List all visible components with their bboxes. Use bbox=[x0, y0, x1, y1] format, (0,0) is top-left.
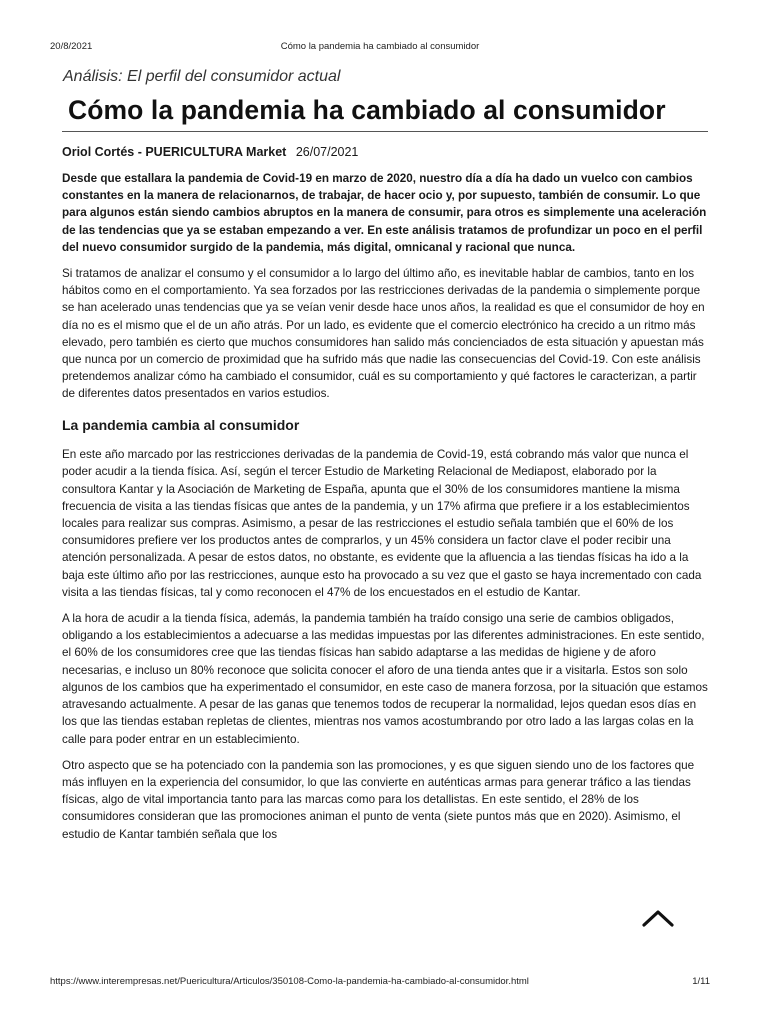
print-document-title: Cómo la pandemia ha cambiado al consumidor bbox=[280, 41, 480, 52]
article-date: 26/07/2021 bbox=[295, 145, 359, 159]
page-number: 1/11 bbox=[692, 976, 710, 987]
byline bbox=[62, 143, 710, 161]
section-title: La pandemia cambia al consumidor bbox=[62, 416, 300, 433]
article-paragraph-1: Si tratamos de analizar el consumo y el consumidor a lo largo del último año, es inevitable hablar de cambios, tanto en los hábitos como en el comportamiento. Ya sea forzados por las restricciones derivadas de la pandemia o simplemente porque se han acelerado unas tendencias que ya se veían venir desde hace unos años, la realidad es que el consumidor de hoy en día no es el mismo que el de un año atrás. Por un lado, es evidente que el comercio electrónico ha crecido a un ritmo más elevado, pero también es cierto que muchos consumidores han salido más concienciados de esta situación y apuestan más que nunca por un comercio de proximidad que ha sufrido más que nadie las consecuencias del Covid-19. Con este análisis pretendemos analizar cómo ha cambiado el consumidor, cuál es su comportamiento y qué factores le caracterizan, a partir de diferentes datos presentados en varios estudios. bbox=[62, 267, 705, 401]
article-paragraph-2: En este año marcado por las restricciones derivadas de la pandemia de Covid-19, está cobrando más valor que nunca el poder acudir a la tienda física. Así, según el tercer Estudio de Marketing Relacional de Mediapost, elaborado por la consultora Kantar y la Asociación de Marketing de España, apunta que el 30% de los consumidores mantiene la misma frecuencia de visita a las tiendas físicas que antes de la pandemia, y un 17% afirma que prefiere ir a los establecimientos locales para realizar sus compras. Asimismo, a pesar de las restricciones el estudio señala también que el 60% de los consumidores prefiere ver los productos antes de comprarlos, y un 45% considera un factor clave el poder recibir una atención personalizada. A pesar de estos datos, no obstante, es evidente que la afluencia a las tiendas físicas ha ido a la baja este último año por las restricciones, aunque esto ha provocado a su vez que el gasto se haya incrementado con cada visita a las tiendas físicas, tal y como reconocen el 47% de los encuestados en el estudio de Kantar. bbox=[62, 448, 702, 599]
article-paragraph-4: Otro aspecto que se ha potenciado con la pandemia son las promociones, y es que siguen siendo uno de los factores que más influyen en la experiencia del consumidor, lo que las convierte en auténticas armas para generar tráfico a las tiendas físicas, algo de vital importancia tanto para las marcas como para los detallistas. En este sentido, el 28% de los consumidores consideran que las promociones animan el punto de venta (siete puntos más que en 2020). Asimismo, el estudio de Kantar también señala que los bbox=[62, 758, 695, 841]
article-paragraph-3: A la hora de acudir a la tienda física, además, la pandemia también ha traído consigo una serie de cambios obligados, obligando a los establecimientos a adecuarse a las medidas impuestas por las diferentes administraciones. En este sentido, el 60% de los consumidores cree que las tiendas físicas han sabido adaptarse a las medidas de higiene y de aforo necesarias, e incluso un 80% reconoce que solicita conocer el aforo de una tienda antes que ir a visitarla. Estos son solo algunos de los cambios que ha experimentado el consumidor, en este caso de manera forzosa, por la situación que estamos atravesando actualmente. A pesar de las ganas que tenemos todos de recuperar la normalidad, lejos quedan esos días en los que las tiendas estaban repletas de clientes, mientras nos vamos acostumbrando por otro lado a las largas colas en la calle para poder entrar en un establecimiento. bbox=[62, 612, 708, 746]
print-footer bbox=[50, 976, 710, 987]
chevron-up-icon[interactable] bbox=[641, 909, 675, 927]
article-kicker: Análisis: El perfil del consumidor actual bbox=[63, 68, 341, 85]
article bbox=[62, 66, 710, 843]
article-lead: Desde que estallara la pandemia de Covid-19 en marzo de 2020, nuestro día a día ha dado un vuelco con cambios constantes en la manera de relacionarnos, de trabajar, de hacer ocio y, por supuesto, también de consumir. Lo que para algunos están siendo cambios abruptos en la manera de consumir, para otros es simplemente una aceleración de las tendencias que ya se estaban empezando a ver. En este análisis tratamos de profundizar un poco en el perfil del nuevo consumidor surgido de la pandemia, más digital, omnicanal y racional que nunca. bbox=[62, 172, 707, 254]
article-author: Oriol Cortés - PUERICULTURA Market bbox=[62, 145, 287, 159]
title-divider bbox=[62, 131, 708, 132]
print-date: 20/8/2021 bbox=[50, 41, 93, 52]
article-title: Cómo la pandemia ha cambiado al consumidor bbox=[68, 95, 666, 125]
print-url: https://www.interempresas.net/Puericultura/Articulos/350108-Como-la-pandemia-ha-cambiado-al-consumidor.html bbox=[50, 976, 529, 987]
